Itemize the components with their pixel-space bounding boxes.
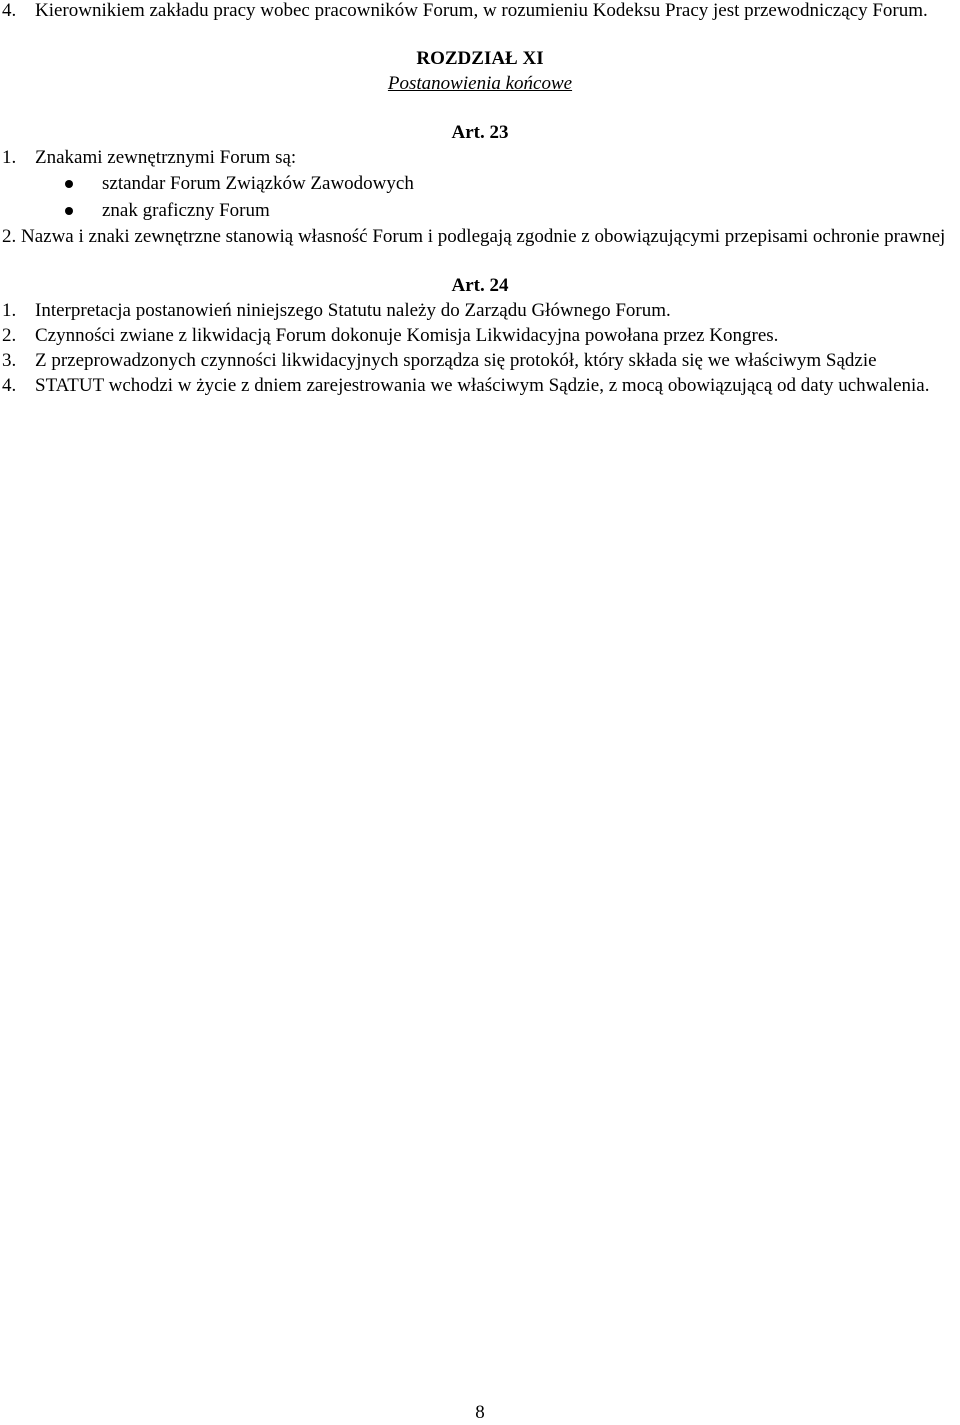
article-24-point-number: 4.	[2, 375, 17, 396]
article-23-point-2-text: Nazwa i znaki zewnętrzne stanowią własność Forum i podlegają zgodnie z obowiązującymi przepisami ochronie prawnej	[21, 226, 946, 247]
intro-item	[2, 0, 958, 23]
bullet-text: sztandar Forum Związków Zawodowych	[102, 173, 414, 194]
chapter-subtitle: Postanowienia końcowe	[387, 73, 573, 94]
article-23-bullet-list	[2, 170, 958, 224]
article-23-point-1-text: Znakami zewnętrznymi Forum są:	[35, 147, 297, 168]
article-24-point-number: 2.	[2, 325, 17, 346]
article-24-point-text: Z przeprowadzonych czynności likwidacyjnych sporządza się protokół, który składa się we właściwym Sądzie	[35, 350, 877, 371]
bullet-text: znak graficzny Forum	[102, 200, 270, 221]
chapter-title: ROZDZIAŁ XI	[416, 48, 544, 69]
article-24-point-1	[2, 298, 958, 323]
article-24-point-number: 1.	[2, 300, 17, 321]
article-24-point-text: Interpretacja postanowień niniejszego Statutu należy do Zarządu Głównego Forum.	[35, 300, 671, 321]
article-23-point-1-number: 1.	[2, 147, 17, 168]
document-content	[2, 0, 958, 398]
article-24-point-text: Czynności zwiane z likwidacją Forum dokonuje Komisja Likwidacyjna powołana przez Kongres.	[35, 325, 779, 346]
article-23-point-2	[2, 224, 958, 249]
intro-item-number: 4.	[2, 0, 17, 21]
list-item	[2, 197, 958, 224]
article-23-point-1	[2, 145, 958, 170]
bullet-icon	[65, 180, 73, 188]
article-23-heading: Art. 23	[451, 122, 509, 143]
article-24-heading: Art. 24	[451, 275, 509, 296]
article-24-point-3	[2, 348, 958, 373]
chapter-header	[2, 46, 958, 96]
intro-item-text: Kierownikiem zakładu pracy wobec pracowników Forum, w rozumieniu Kodeksu Pracy jest przewodniczący Forum.	[35, 0, 928, 21]
article-24-point-4	[2, 373, 958, 398]
article-24-point-text: STATUT wchodzi w życie z dniem zarejestrowania we właściwym Sądzie, z mocą obowiązującą od daty uchwalenia.	[35, 375, 930, 396]
article-24-point-number: 3.	[2, 350, 17, 371]
article-23-point-2-number: 2.	[2, 226, 17, 247]
page-number: 8	[475, 1402, 485, 1423]
article-24-point-2	[2, 323, 958, 348]
bullet-icon	[65, 207, 73, 215]
list-item	[2, 170, 958, 197]
